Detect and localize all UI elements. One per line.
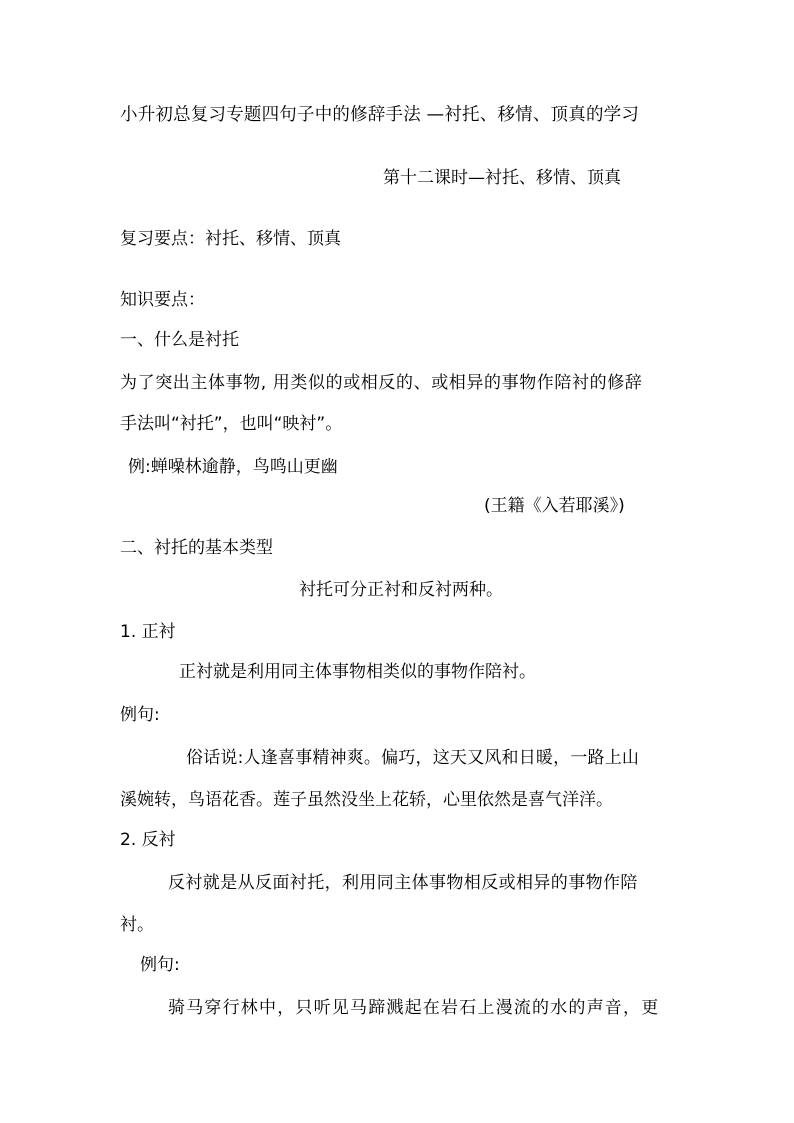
definition-line-2: 手法叫“衬托”，也叫“映衬”。 (120, 414, 343, 434)
definition-line-1: 为了突出主体事物, 用类似的或相反的、或相异的事物作陪衬的修辞 (120, 373, 643, 393)
section-heading-what-is-contrast: 一、什么是衬托 (120, 330, 239, 350)
types-intro: 衬托可分正衬和反衬两种。 (299, 580, 503, 600)
type2-definition-line-2: 衬。 (120, 915, 154, 935)
section-heading-types: 二、衬托的基本类型 (120, 538, 273, 558)
review-points: 复习要点：衬托、移情、顶真 (120, 229, 341, 249)
example-source: (王籍《入若耶溪》) (484, 496, 625, 516)
document-title: 小升初总复习专题四句子中的修辞手法 —衬托、移情、顶真的学习 (120, 105, 640, 125)
type1-example-line-2: 溪婉转，鸟语花香。莲子虽然没坐上花轿，心里依然是喜气洋洋。 (120, 790, 613, 810)
type1-example-label: 例句: (120, 705, 160, 725)
type1-heading: 1. 正衬 (120, 622, 176, 642)
knowledge-points-label: 知识要点： (120, 290, 205, 310)
type2-definition-line-1: 反衬就是从反面衬托，利用同主体事物相反或相异的事物作陪 (168, 873, 638, 893)
lesson-subtitle: 第十二课时—衬托、移情、顶真 (383, 168, 621, 188)
example-poem: 例:蝉噪林逾静，鸟鸣山更幽 (128, 457, 338, 477)
type1-definition: 正衬就是利用同主体事物相类似的事物作陪衬。 (179, 662, 536, 682)
type1-example-line-1: 俗话说:人逢喜事精神爽。偏巧，这天又风和日暖，一路上山 (186, 748, 640, 768)
type2-example-line-1: 骑马穿行林中，只听见马蹄溅起在岩石上漫流的水的声音，更 (168, 998, 660, 1018)
type2-example-label: 例句: (140, 955, 180, 975)
type2-heading: 2. 反衬 (120, 830, 176, 850)
